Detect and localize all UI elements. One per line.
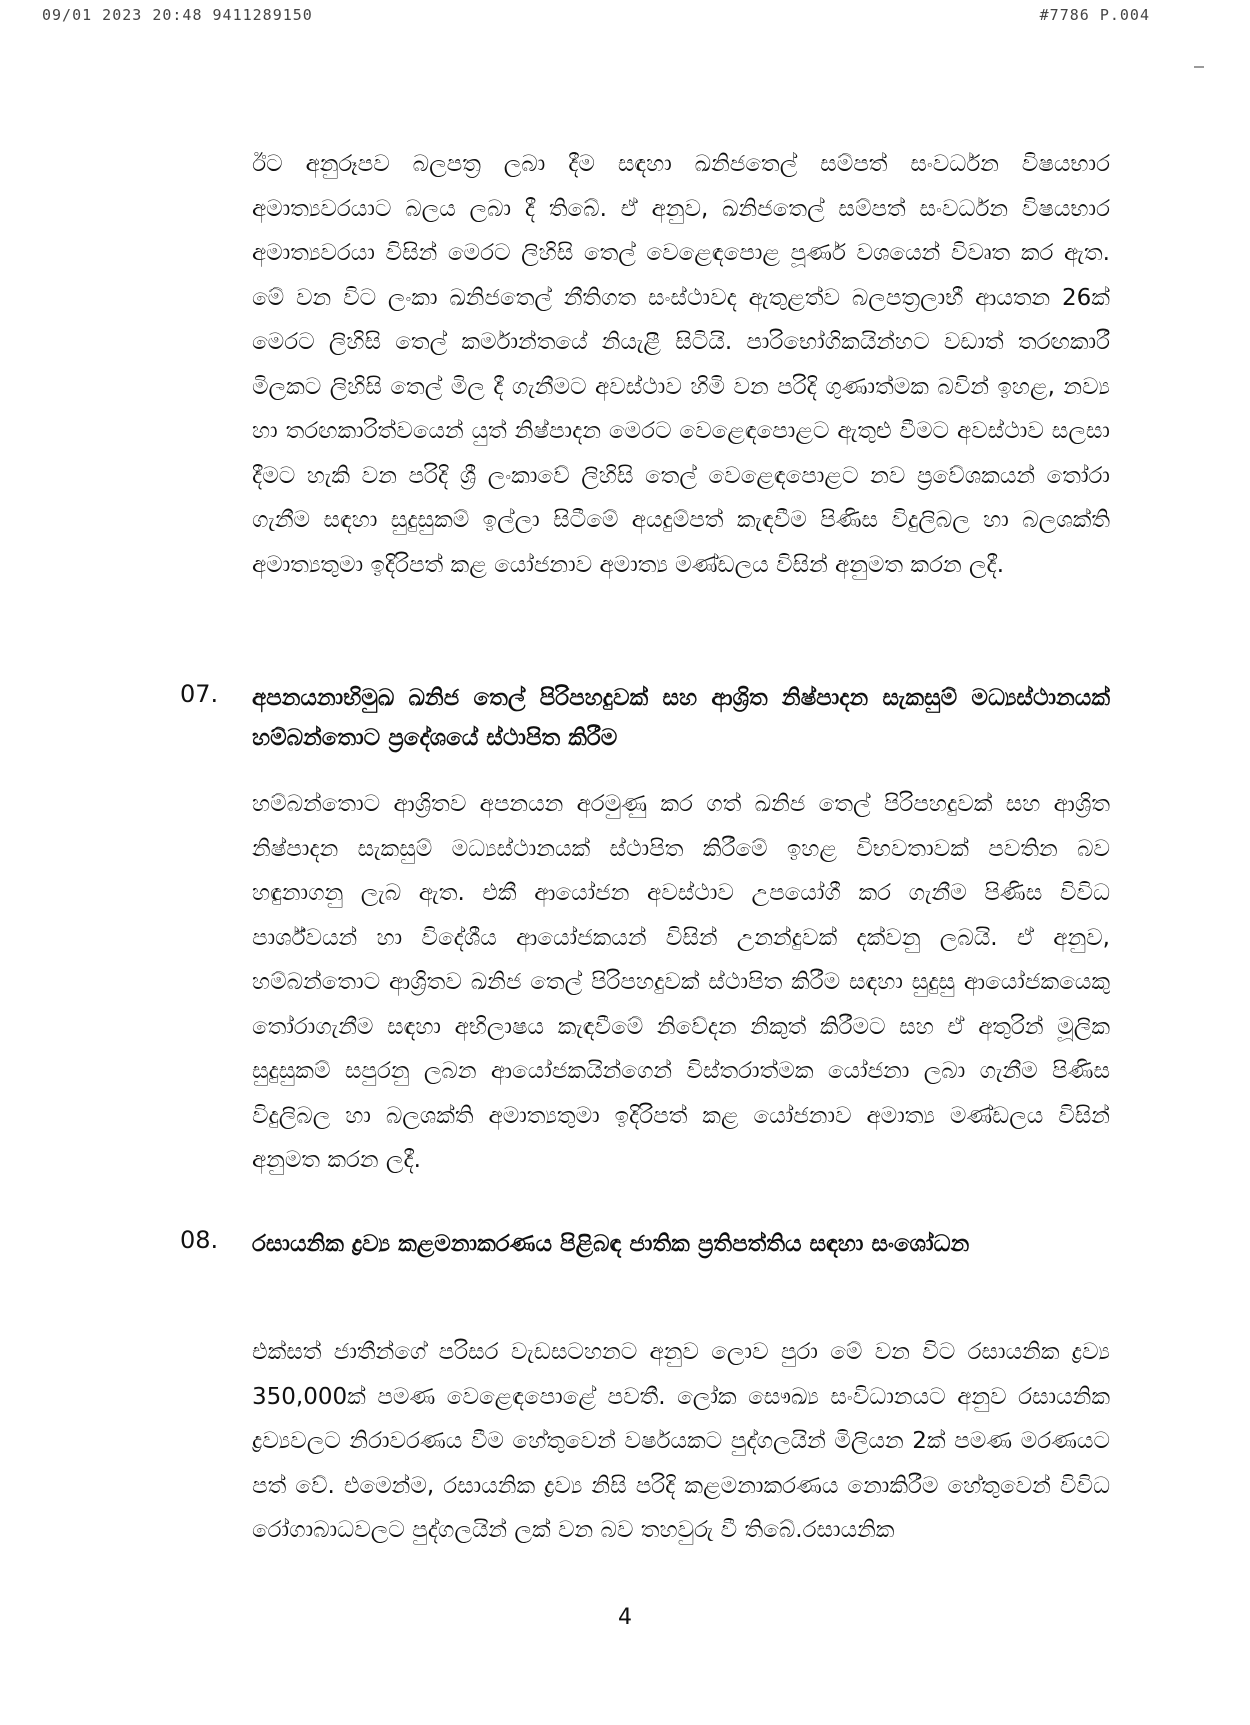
page-number: 4: [618, 1605, 632, 1630]
section-07-title: අපනයනාභිමුඛ ඛනිජ තෙල් පිරිපහදුවක් සහ ආශ්‍රිත නිෂ්පාදන සැකසුම් මධ්‍යස්ථානයක් හම්බන්තොට ප්‍රදේශයේ ස්ථාපිත කිරීම: [252, 685, 1110, 751]
section-08-body: එක්සත් ජාතීන්ගේ පරිසර වැඩසටහනට අනුව ලොව පුරා මේ වන විට රසායනික ද්‍රව්‍ය 350,000ක් පමණ වෙළෙඳපොළේ පවතී. ලෝක සෞඛ්‍ය සංවිධානයට අනුව රසායනික ද්‍රව්‍යවලට නිරාවරණය වීම හේතුවෙන් වර්ෂයකට පුද්ගලයින් මිලියන 2ක් පමණ මරණයට පත් වේ. එමෙන්ම, රසායනික ද්‍රව්‍ය නිසි පරිදි කළමනාකරණය නොකිරීම හේතුවෙන් විවිධ රෝගාබාධවලට පුද්ගලයින් ලක් වන බව තහවුරු වී තිබේ.රසායනික: [252, 1339, 1110, 1543]
section-07-number: 07.: [180, 680, 219, 708]
section-08-title: රසායනික ද්‍රව්‍ය කළමනාකරණය පිළිබඳ ජාතික ප්‍රතිපත්තිය සඳහා සංශෝධන: [252, 1231, 970, 1257]
fax-timestamp: 09/01 2023 20:48 9411289150: [42, 6, 313, 24]
fax-header: [0, 6, 1250, 30]
section-08-number: 08.: [180, 1226, 219, 1254]
section-07-body: හම්බන්තොට ආශ්‍රිතව අපනයන අරමුණු කර ගත් ඛනිජ තෙල් පිරිපහදුවක් සහ ආශ්‍රිත නිෂ්පාදන සැකසුම් මධ්‍යස්ථානයක් ස්ථාපිත කිරීමේ ඉහළ විභවතාවක් පවතින බව හඳුනාගනු ලැබ ඇත. එකී ආයෝජන අවස්ථාව උපයෝගී කර ගැනීම පිණිස විවිධ පාර්ශ්වයන් හා විදේශීය ආයෝජකයන් විසින් උනන්දුවක් දක්වනු ලබයි. ඒ අනුව, හම්බන්තොට ආශ්‍රිතව ඛනිජ තෙල් පිරිපහදුවක් ස්ථාපිත කිරීම සඳහා සුදුසු ආයෝජකයෙකු තෝරාගැනීම සඳහා අභිලාෂය කැඳවීමේ නිවේදන නිකුත් කිරීමට සහ ඒ අතුරින් මූලික සුදුසුකම් සපුරනු ලබන ආයෝජකයින්ගෙන් විස්තරාත්මක යෝජනා ලබා ගැනීම පිණිස විදුලිබල හා බලශක්ති අමාත්‍යතුමා ඉදිරිපත් කළ යෝජනාව අමාත්‍ය මණ්ඩලය විසින් අනුමත කරන ලදී.: [252, 791, 1110, 1173]
continued-paragraph: ඊට අනුරූපව බලපත්‍ර ලබා දීම සඳහා ඛනිජතෙල් සම්පත් සංවර්ධන විෂයභාර අමාත්‍යවරයාට බලය ලබා දී තිබේ. ඒ අනුව, ඛනිජතෙල් සම්පත් සංවර්ධන විෂයභාර අමාත්‍යවරයා විසින් මෙරට ලිහිසි තෙල් වෙළෙඳපොළ පූර්ණ වශයෙන් විවෘත කර ඇත. මේ වන විට ලංකා ඛනිජතෙල් නීතිගත සංස්ථාවද ඇතුළත්ව බලපත්‍රලාභී ආයතන 26ක් මෙරට ලිහිසි තෙල් කර්මාන්තයේ නියැළී සිටියි. පාරිභෝගිකයින්හට වඩාත් තරඟකාරී මිලකට ලිහිසි තෙල් මිල දී ගැනීමට අවස්ථාව හිමි වන පරිදි ගුණාත්මක බවින් ඉහළ, නව්‍ය හා තරඟකාරිත්වයෙන් යුත් නිෂ්පාදන මෙරට වෙළෙඳපොළට ඇතුළු වීමට අවස්ථාව සලසා දීමට හැකි වන පරිදි ශ්‍රී ලංකාවේ ලිහිසි තෙල් වෙළෙඳපොළට නව ප්‍රවේශකයන් තෝරා ගැනීම සඳහා සුදුසුකම් ඉල්ලා සිටීමේ අයදුම්පත් කැඳවීම පිණිස විදුලිබල හා බලශක්ති අමාත්‍යතුමා ඉදිරිපත් කළ යෝජනාව අමාත්‍ය මණ්ඩලය විසින් අනුමත කරන ලදී.: [252, 151, 1110, 578]
scan-margin-mark: [1194, 66, 1204, 68]
fax-page-id: #7786 P.004: [1039, 6, 1150, 24]
